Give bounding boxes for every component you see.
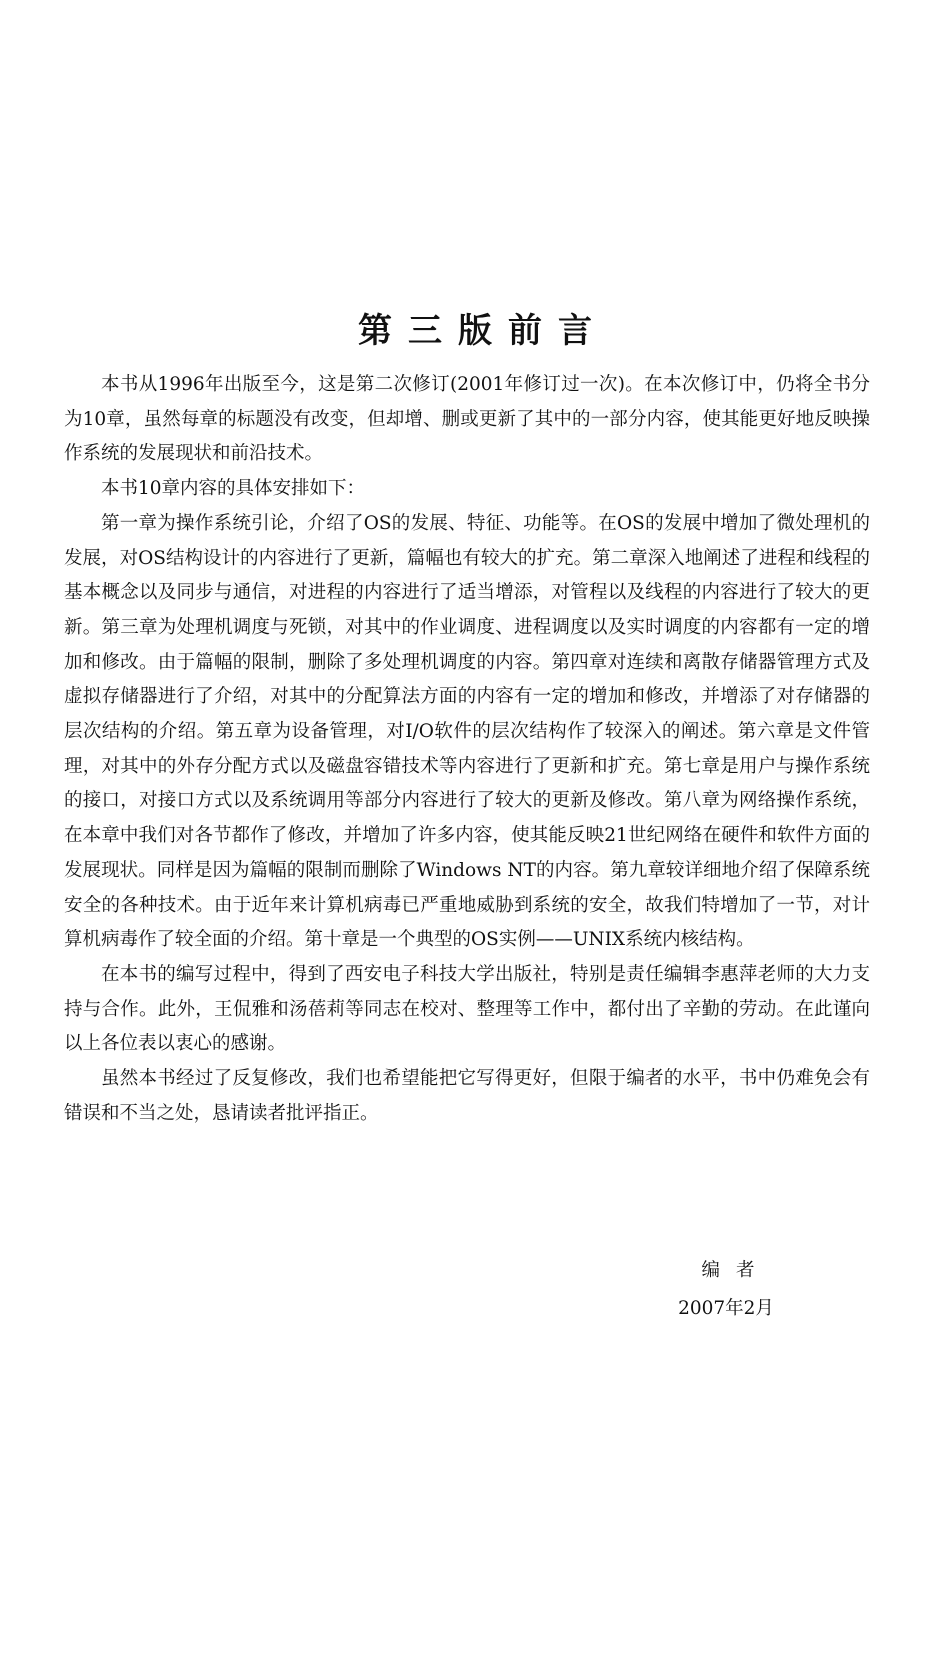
paragraph-closing: 虽然本书经过了反复修改，我们也希望能把它写得更好，但限于编者的水平，书中仍难免会有错误和不当之处，恳请读者批评指正。: [64, 1068, 870, 1124]
page-title: 第三版前言: [358, 310, 608, 351]
paragraph-chapter-summary: 第一章为操作系统引论，介绍了OS的发展、特征、功能等。在OS的发展中增加了微处理机的发展，对OS结构设计的内容进行了更新，篇幅也有较大的扩充。第二章深入地阐述了进程和线程的基本概念以及同步与通信，对进程的内容进行了适当增添，对管程以及线程的内容进行了较大的更新。第三章为处理机调度与死锁，对其中的作业调度、进程调度以及实时调度的内容都有一定的增加和修改。由于篇幅的限制，删除了多处理机调度的内容。第四章对连续和离散存储器管理方式及虚拟存储器进行了介绍，对其中的分配算法方面的内容有一定的增加和修改，并增添了对存储器的层次结构的介绍。第五章为设备管理，对I/O软件的层次结构作了较深入的阐述。第六章是文件管理，对其中的外存分配方式以及磁盘容错技术等内容进行了更新和扩充。第七章是用户与操作系统的接口，对接口方式以及系统调用等部分内容进行了较大的更新及修改。第八章为网络操作系统，在本章中我们对各节都作了修改，并增加了许多内容，使其能反映21世纪网络在硬件和软件方面的发展现状。同样是因为篇幅的限制而删除了Windows NT的内容。第九章较详细地介绍了保障系统安全的各种技术。由于近年来计算机病毒已严重地威胁到系统的安全，故我们特增加了一节，对计算机病毒作了较全面的介绍。第十章是一个典型的OS实例——UNIX系统内核结构。: [64, 512, 870, 951]
signature-date: 2007年2月: [678, 1298, 774, 1319]
preface-body: [64, 368, 870, 1131]
paragraph-acknowledgements: 在本书的编写过程中，得到了西安电子科技大学出版社，特别是责任编辑李惠萍老师的大力支持与合作。此外，王侃雅和汤蓓莉等同志在校对、整理等工作中，都付出了辛勤的劳动。在此谨向以上各位表以衷心的感谢。: [64, 963, 870, 1055]
signature-block: [620, 1252, 820, 1328]
paragraph-chapter-intro: 本书10章内容的具体安排如下：: [101, 478, 366, 500]
paragraph-revision-history: 本书从1996年出版至今，这是第二次修订(2001年修订过一次)。在本次修订中，仍将全书分为10章，虽然每章的标题没有改变，但却增、删或更新了其中的一部分内容，使其能更好地反映操作系统的发展现状和前沿技术。: [64, 374, 870, 465]
signature-author: 编者: [701, 1260, 771, 1281]
